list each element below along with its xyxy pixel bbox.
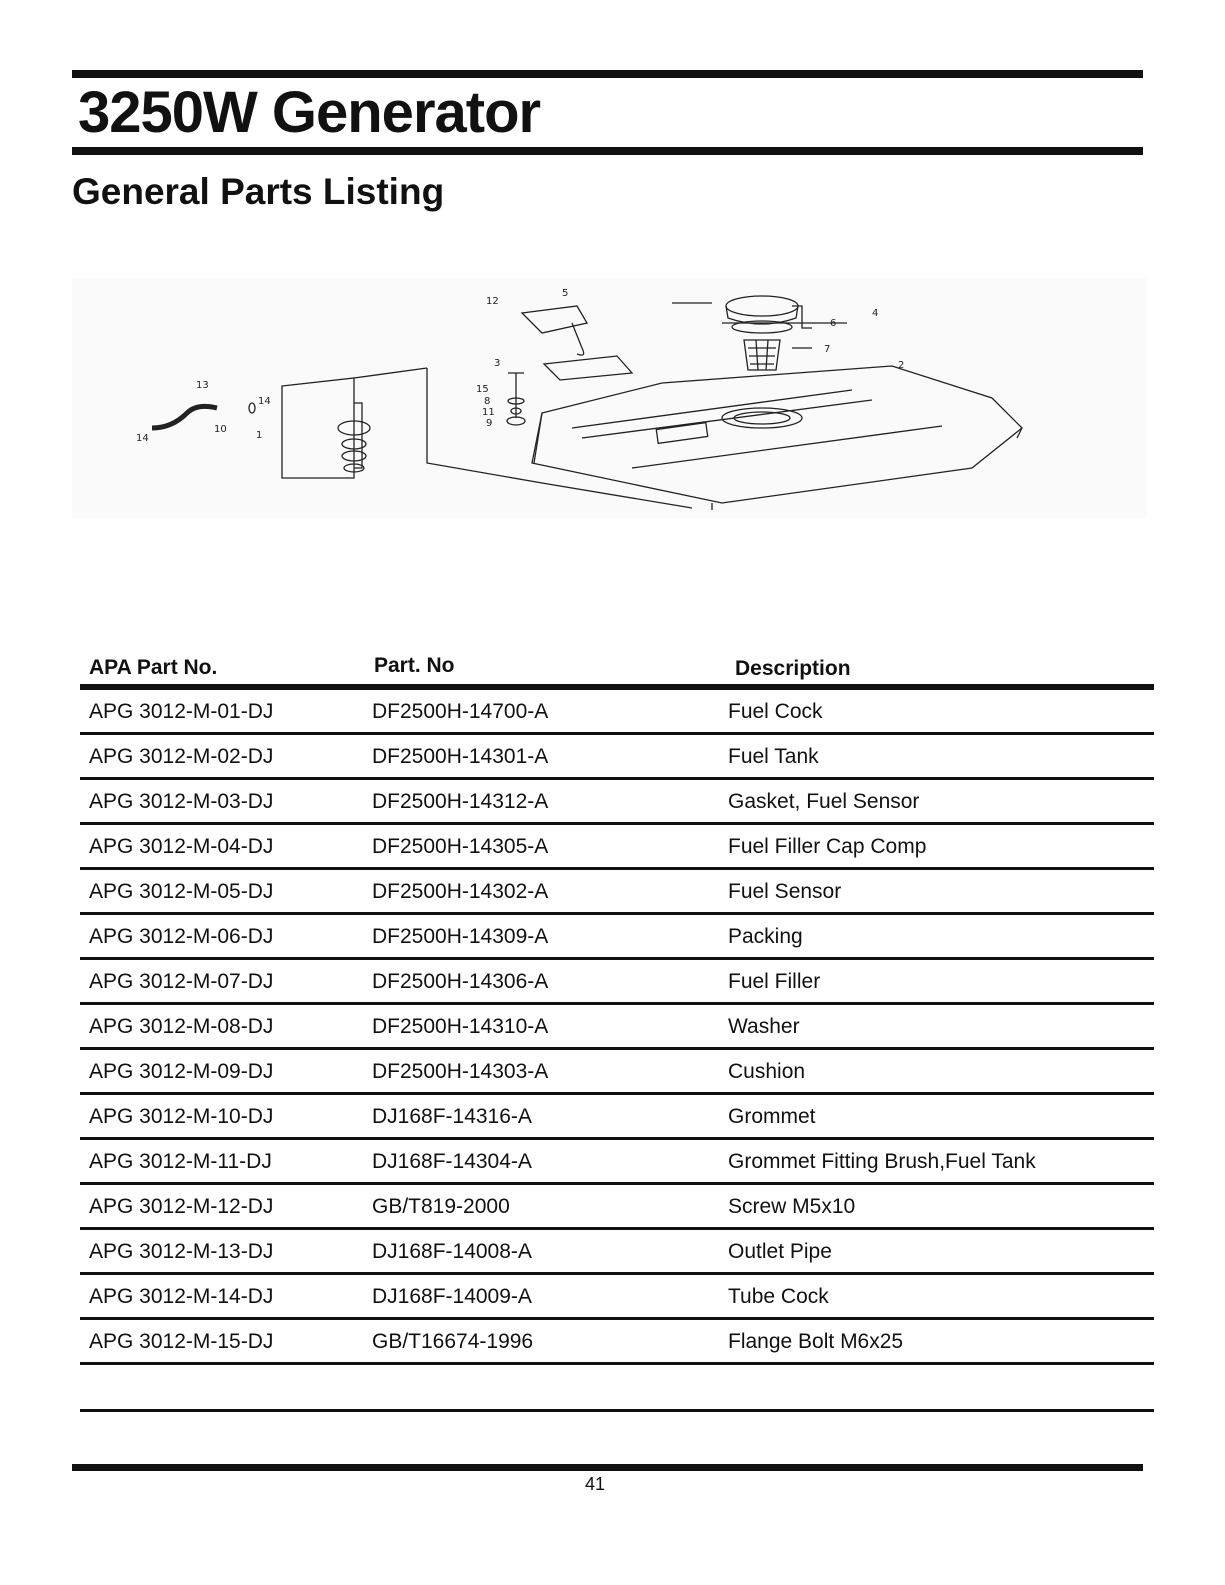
part-no-cell: DF2500H-14306-A: [372, 970, 549, 993]
table-row: [80, 1095, 1154, 1140]
callout-7: 7: [824, 344, 831, 355]
part-no-cell: DF2500H-14302-A: [372, 880, 549, 903]
table-row: [80, 1005, 1154, 1050]
apa-part-no-cell: APG 3012-M-14-DJ: [89, 1285, 274, 1308]
apa-part-no-cell: APG 3012-M-02-DJ: [89, 745, 274, 768]
description-cell: Gasket, Fuel Sensor: [728, 790, 920, 813]
callout-3: 3: [494, 358, 501, 369]
apa-part-no-cell: APG 3012-M-03-DJ: [89, 790, 274, 813]
apa-part-no-cell: APG 3012-M-07-DJ: [89, 970, 274, 993]
apa-part-no-cell: APG 3012-M-08-DJ: [89, 1015, 274, 1038]
description-cell: Tube Cock: [728, 1285, 829, 1308]
callout-1: 1: [256, 430, 263, 441]
top-rule: [72, 70, 1143, 78]
apa-part-no-cell: APG 3012-M-11-DJ: [89, 1150, 272, 1173]
description-cell: Screw M5x10: [728, 1195, 856, 1218]
apa-part-no-cell: APG 3012-M-06-DJ: [89, 925, 274, 948]
description-cell: Fuel Filler Cap Comp: [728, 835, 927, 858]
apa-part-no-cell: APG 3012-M-04-DJ: [89, 835, 274, 858]
apa-part-no-cell: APG 3012-M-13-DJ: [89, 1240, 274, 1263]
table-row: [80, 870, 1154, 915]
part-no-cell: GB/T16674-1996: [372, 1330, 534, 1353]
header-part-no: Part. No: [374, 654, 455, 677]
table-header: [80, 648, 1154, 690]
table-row: [80, 1320, 1154, 1365]
callout-15: 15: [476, 384, 489, 395]
part-no-cell: DF2500H-14301-A: [372, 745, 549, 768]
part-no-cell: DF2500H-14310-A: [372, 1015, 549, 1038]
table-row: [80, 1185, 1154, 1230]
table-row: [80, 780, 1154, 825]
callout-13: 13: [196, 380, 209, 391]
table-row: [80, 1230, 1154, 1275]
table-row: [80, 915, 1154, 960]
callout-11: 11: [482, 407, 495, 418]
part-no-cell: DJ168F-14316-A: [372, 1105, 532, 1128]
table-row: [80, 1050, 1154, 1095]
callout-2: 2: [898, 360, 905, 371]
table-row: [80, 960, 1154, 1005]
apa-part-no-cell: APG 3012-M-12-DJ: [89, 1195, 274, 1218]
table-row: [80, 1140, 1154, 1185]
parts-table: [80, 648, 1154, 1412]
header-description: Description: [735, 657, 851, 680]
empty-row: [80, 1365, 1154, 1412]
callout-4: 4: [872, 308, 879, 319]
description-cell: Washer: [728, 1015, 800, 1038]
description-cell: Grommet Fitting Brush,Fuel Tank: [728, 1150, 1036, 1173]
part-no-cell: GB/T819-2000: [372, 1195, 510, 1218]
apa-part-no-cell: APG 3012-M-10-DJ: [89, 1105, 274, 1128]
part-no-cell: DF2500H-14700-A: [372, 700, 549, 723]
description-cell: Packing: [728, 925, 803, 948]
table-row: [80, 735, 1154, 780]
callout-12: 12: [486, 296, 499, 307]
exploded-parts-diagram: [72, 278, 1146, 518]
description-cell: Fuel Tank: [728, 745, 819, 768]
page-number: 41: [584, 1474, 606, 1494]
description-cell: Flange Bolt M6x25: [728, 1330, 904, 1353]
part-no-cell: DF2500H-14305-A: [372, 835, 549, 858]
footer-rule: [72, 1464, 1143, 1471]
callout-10: 10: [214, 424, 227, 435]
description-cell: Fuel Cock: [728, 700, 823, 723]
callout-9: 9: [486, 418, 493, 429]
section-title: General Parts Listing: [72, 171, 445, 212]
part-no-cell: DF2500H-14309-A: [372, 925, 549, 948]
description-cell: Cushion: [728, 1060, 806, 1083]
title-rule: [72, 147, 1143, 155]
description-cell: Fuel Filler: [728, 970, 821, 993]
table-row: [80, 825, 1154, 870]
description-cell: Fuel Sensor: [728, 880, 842, 903]
header-apa-part-no: APA Part No.: [89, 656, 218, 679]
part-no-cell: DF2500H-14312-A: [372, 790, 549, 813]
part-no-cell: DJ168F-14304-A: [372, 1150, 532, 1173]
callout-8: 8: [484, 396, 491, 407]
page-title: 3250W Generator: [78, 80, 541, 145]
table-row: [80, 690, 1154, 735]
apa-part-no-cell: APG 3012-M-05-DJ: [89, 880, 274, 903]
part-no-cell: DJ168F-14009-A: [372, 1285, 532, 1308]
apa-part-no-cell: APG 3012-M-09-DJ: [89, 1060, 274, 1083]
callout-6: 6: [830, 318, 837, 329]
apa-part-no-cell: APG 3012-M-15-DJ: [89, 1330, 274, 1353]
part-no-cell: DF2500H-14303-A: [372, 1060, 549, 1083]
description-cell: Outlet Pipe: [728, 1240, 832, 1263]
description-cell: Grommet: [728, 1105, 816, 1128]
part-no-cell: DJ168F-14008-A: [372, 1240, 532, 1263]
callout-14: 14: [136, 433, 149, 444]
table-row: [80, 1275, 1154, 1320]
callout-14: 14: [258, 396, 271, 407]
apa-part-no-cell: APG 3012-M-01-DJ: [89, 700, 274, 723]
callout-5: 5: [562, 288, 569, 299]
